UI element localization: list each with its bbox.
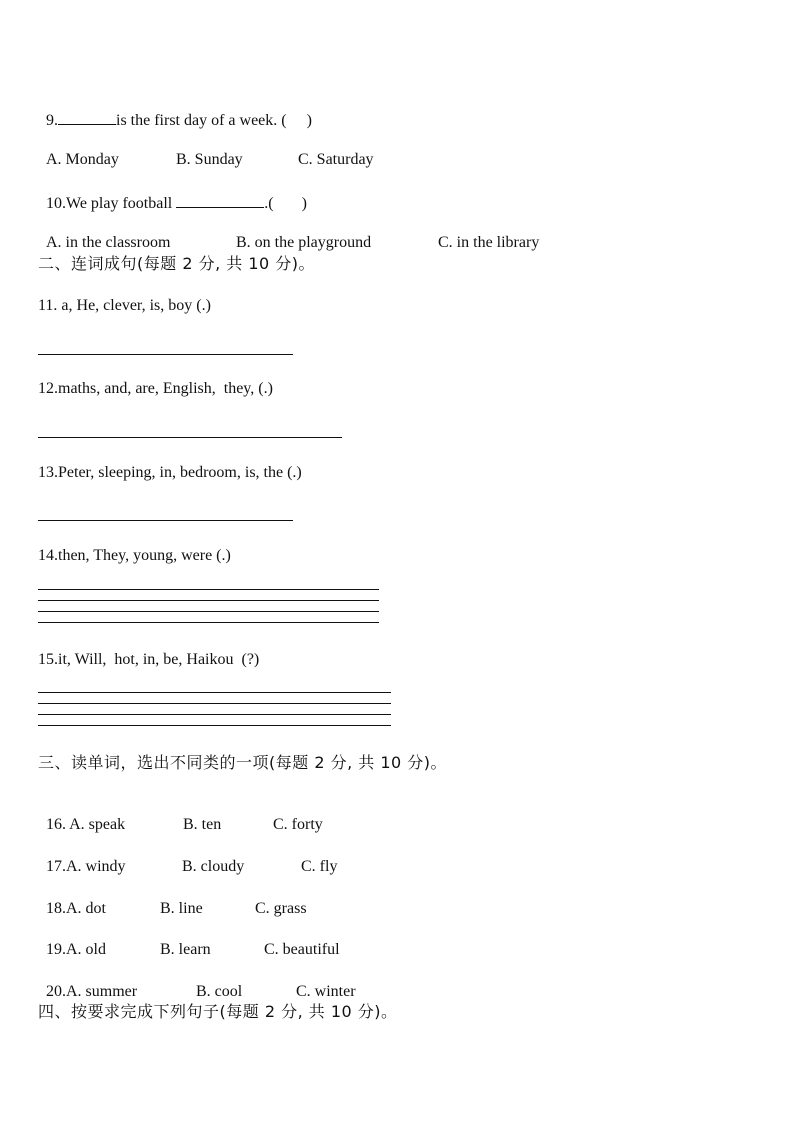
answer-line[interactable]: [38, 600, 379, 601]
question-number: 9.: [46, 112, 58, 129]
option-a[interactable]: 17.A. windy: [46, 858, 126, 875]
question-14: 14.then, They, young, were (.): [38, 547, 231, 564]
option-b[interactable]: B. cool: [196, 983, 243, 1000]
answer-line[interactable]: [38, 725, 391, 726]
question-text-end: .( ): [264, 195, 307, 212]
question-9-options: [38, 130, 374, 170]
section-heading-3: 三、读单词，选出不同类的一项(每题 2 分, 共 10 分)。: [38, 753, 448, 772]
option-a[interactable]: 19.A. old: [46, 941, 106, 958]
question-text: is the first day of a week. ( ): [116, 112, 312, 129]
answer-line[interactable]: [38, 354, 293, 355]
answer-blank[interactable]: [176, 191, 264, 208]
question-12: 12.maths, and, are, English, they, (.): [38, 380, 273, 397]
answer-line[interactable]: [38, 692, 391, 693]
option-c[interactable]: C. beautiful: [264, 941, 340, 958]
answer-line[interactable]: [38, 703, 391, 704]
option-b[interactable]: B. learn: [160, 941, 211, 958]
option-b[interactable]: B. cloudy: [182, 858, 245, 875]
option-c[interactable]: C. fly: [301, 858, 338, 875]
option-b[interactable]: B. line: [160, 900, 203, 917]
answer-line[interactable]: [38, 714, 391, 715]
option-a[interactable]: 18.A. dot: [46, 900, 106, 917]
question-11: 11. a, He, clever, is, boy (.): [38, 297, 211, 314]
option-a[interactable]: A. Monday: [46, 151, 119, 168]
answer-blank[interactable]: [58, 108, 116, 125]
option-b[interactable]: B. Sunday: [176, 151, 243, 168]
section-heading-2: 二、连词成句(每题 2 分, 共 10 分)。: [38, 254, 316, 273]
option-b[interactable]: B. on the playground: [236, 234, 372, 251]
question-9: [38, 88, 312, 131]
question-15: 15.it, Will, hot, in, be, Haikou (?): [38, 651, 260, 668]
question-10: [38, 171, 307, 214]
answer-line[interactable]: [38, 589, 379, 590]
answer-line[interactable]: [38, 520, 293, 521]
answer-line[interactable]: [38, 437, 342, 438]
question-10-options: [38, 213, 539, 253]
option-c[interactable]: C. in the library: [438, 234, 540, 251]
option-a[interactable]: A. in the classroom: [46, 234, 171, 251]
question-16: [38, 795, 323, 835]
option-c[interactable]: C. winter: [296, 983, 356, 1000]
question-17: [38, 837, 337, 877]
answer-line[interactable]: [38, 622, 379, 623]
option-a[interactable]: 20.A. summer: [46, 983, 138, 1000]
question-20: [38, 962, 356, 1002]
option-c[interactable]: C. forty: [273, 816, 323, 833]
answer-line[interactable]: [38, 611, 379, 612]
question-text: We play football: [66, 195, 177, 212]
question-number: 10.: [46, 195, 66, 212]
option-a[interactable]: 16. A. speak: [46, 816, 126, 833]
question-13: 13.Peter, sleeping, in, bedroom, is, the (.): [38, 464, 302, 481]
question-19: [38, 920, 340, 960]
option-c[interactable]: C. grass: [255, 900, 307, 917]
option-b[interactable]: B. ten: [183, 816, 222, 833]
question-18: [38, 879, 307, 919]
option-c[interactable]: C. Saturday: [298, 151, 374, 168]
section-heading-4: 四、按要求完成下列句子(每题 2 分, 共 10 分)。: [38, 1002, 398, 1021]
